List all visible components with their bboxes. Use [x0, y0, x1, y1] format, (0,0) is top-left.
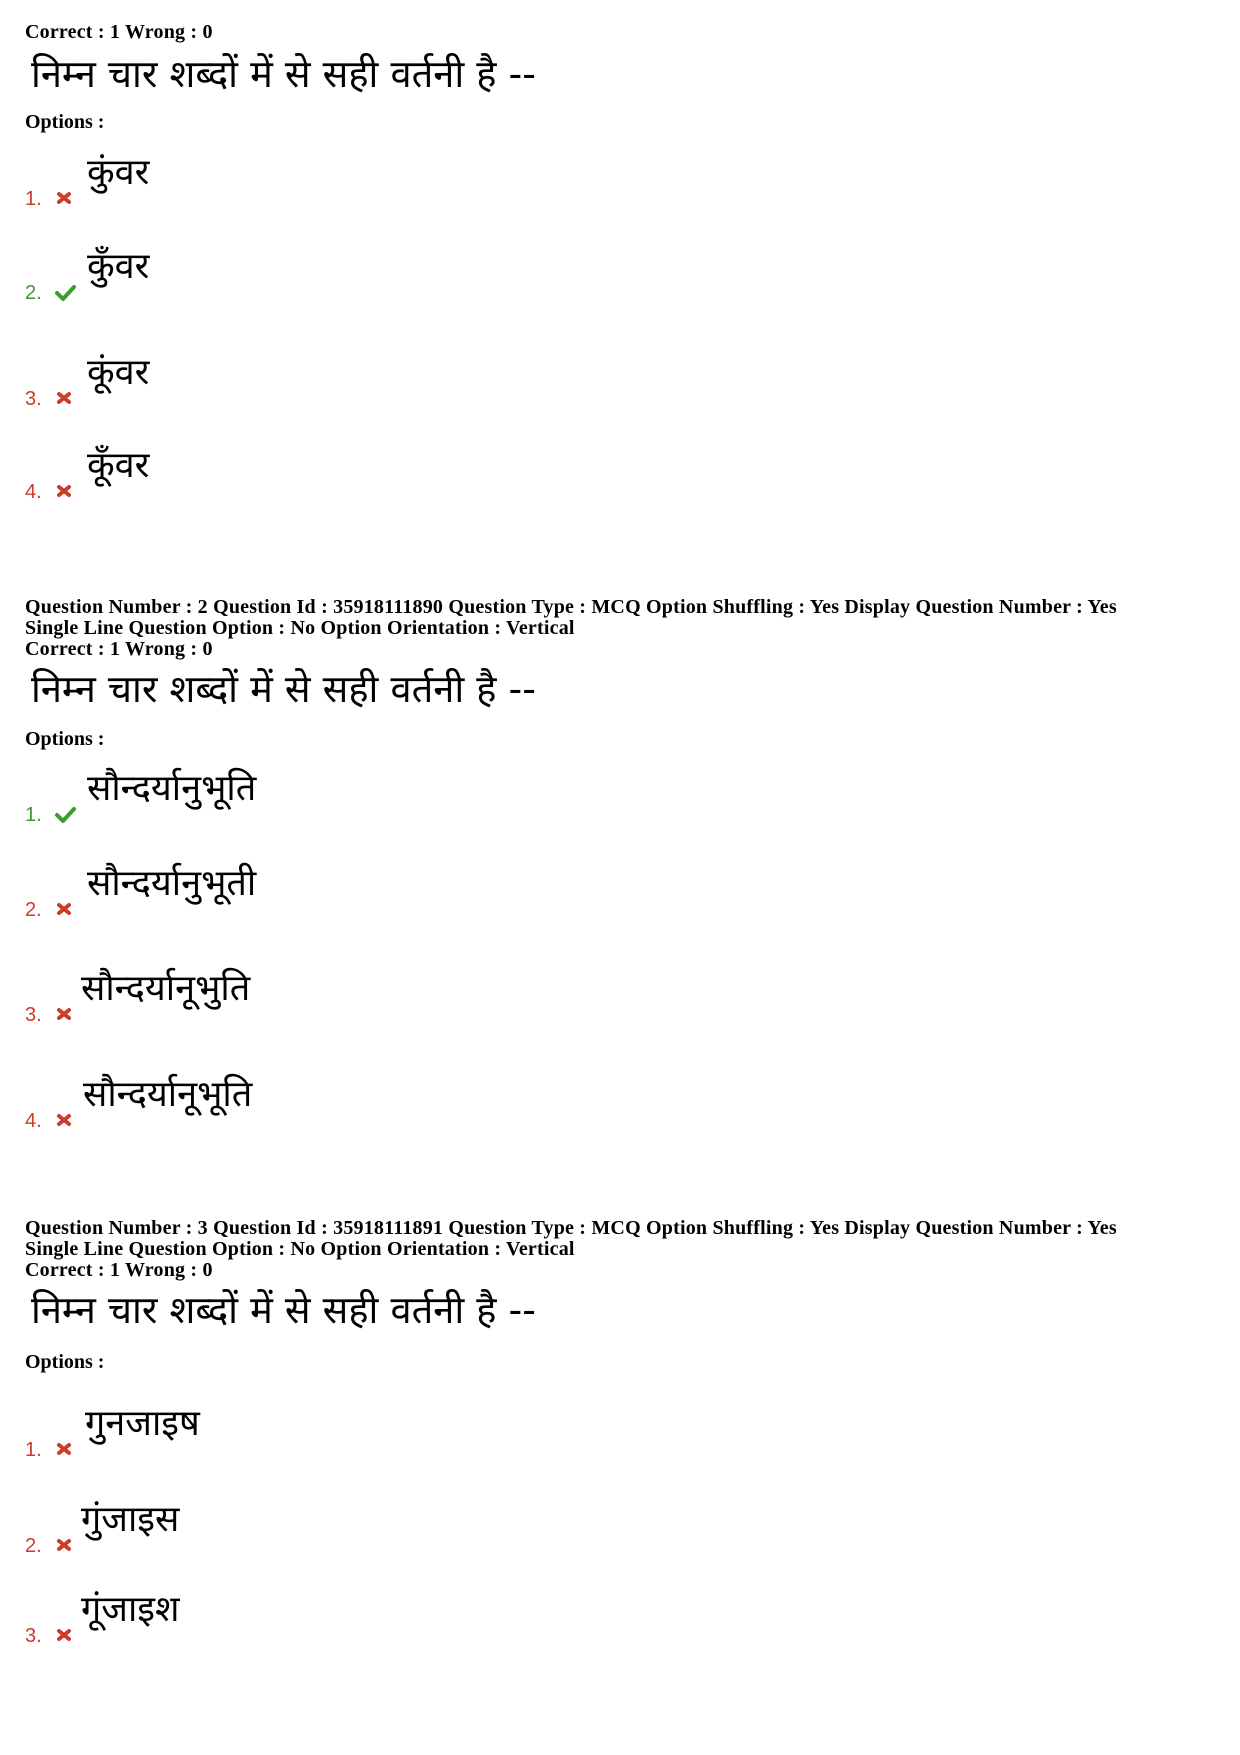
option-text: कूँवर [87, 445, 150, 486]
options-list [25, 152, 1215, 520]
wrong-icon [54, 1535, 76, 1557]
option-number: 2. [25, 282, 42, 304]
wrong-icon [54, 388, 76, 410]
option-text: गुनजाइष [85, 1403, 200, 1444]
option-4[interactable] [25, 1074, 625, 1162]
option-number: 3. [25, 1625, 42, 1647]
option-3[interactable] [25, 352, 625, 440]
option-number: 1. [25, 1439, 42, 1461]
wrong-icon [54, 188, 76, 210]
question-block-2 [25, 597, 1215, 750]
question-meta-line-1: Question Number : 3 Question Id : 35918111891 Question Type : MCQ Option Shuffling : Yes Display Question Number : Yes [25, 1217, 1117, 1239]
options-label: Options : [25, 111, 105, 133]
question-text: निम्न चार शब्दों में से सही वर्तनी है -- [31, 667, 536, 711]
option-4[interactable] [25, 445, 625, 533]
option-text: सौन्दर्यानुभूती [87, 863, 257, 904]
check-icon [54, 804, 76, 826]
option-1[interactable] [25, 768, 625, 856]
option-number: 4. [25, 1110, 42, 1132]
option-2[interactable] [25, 1499, 625, 1587]
score-line: Correct : 1 Wrong : 0 [25, 638, 213, 660]
question-meta-line-1: Question Number : 2 Question Id : 35918111890 Question Type : MCQ Option Shuffling : Yes Display Question Number : Yes [25, 596, 1117, 618]
wrong-icon [54, 1625, 76, 1647]
option-text: कुंवर [87, 152, 150, 193]
option-text: सौन्दर्यानूभूति [83, 1074, 253, 1115]
options-list [25, 768, 1215, 1156]
option-text: कूंवर [87, 352, 150, 393]
options-list [25, 1403, 1215, 1671]
question-block-1 [25, 22, 1215, 133]
option-number: 2. [25, 899, 42, 921]
option-text: गूंजाइश [81, 1589, 180, 1630]
option-2[interactable] [25, 863, 625, 951]
option-3[interactable] [25, 1589, 625, 1677]
option-number: 4. [25, 481, 42, 503]
question-meta-line-2: Single Line Question Option : No Option Orientation : Vertical [25, 617, 575, 639]
option-text: कुँवर [87, 246, 150, 287]
options-label: Options : [25, 728, 105, 750]
wrong-icon [54, 1110, 76, 1132]
check-icon [54, 282, 76, 304]
options-label: Options : [25, 1351, 105, 1373]
option-number: 2. [25, 1535, 42, 1557]
wrong-icon [54, 481, 76, 503]
score-line: Correct : 1 Wrong : 0 [25, 1259, 213, 1281]
option-2[interactable] [25, 246, 625, 334]
option-text: गुंजाइस [81, 1499, 180, 1540]
option-number: 1. [25, 188, 42, 210]
wrong-icon [54, 899, 76, 921]
question-meta-line-2: Single Line Question Option : No Option Orientation : Vertical [25, 1238, 575, 1260]
score-line: Correct : 1 Wrong : 0 [25, 21, 213, 43]
option-1[interactable] [25, 152, 625, 240]
question-text: निम्न चार शब्दों में से सही वर्तनी है -- [31, 52, 536, 96]
option-1[interactable] [25, 1403, 625, 1491]
wrong-icon [54, 1004, 76, 1026]
question-block-3 [25, 1218, 1215, 1373]
option-3[interactable] [25, 968, 625, 1056]
option-number: 3. [25, 388, 42, 410]
question-text: निम्न चार शब्दों में से सही वर्तनी है -- [31, 1288, 536, 1332]
option-number: 3. [25, 1004, 42, 1026]
option-number: 1. [25, 804, 42, 826]
wrong-icon [54, 1439, 76, 1461]
option-text: सौन्दर्यानूभुति [81, 968, 251, 1009]
option-text: सौन्दर्यानुभूति [87, 768, 257, 809]
